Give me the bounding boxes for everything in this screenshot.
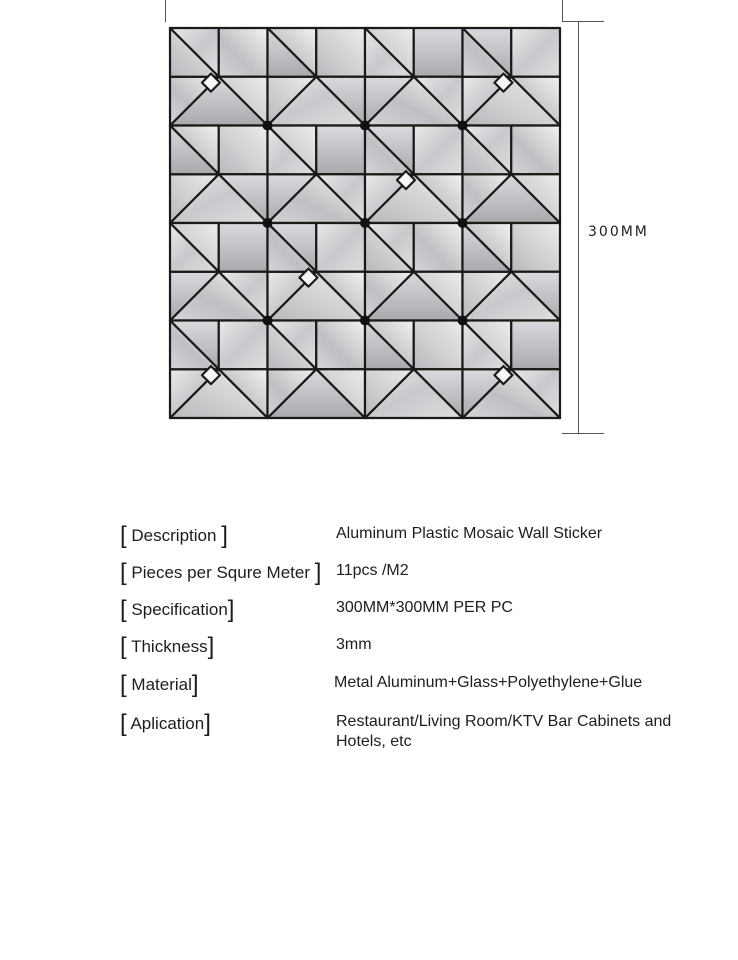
joint-dot <box>263 218 273 228</box>
mosaic-piece <box>414 28 463 77</box>
spec-value: Restaurant/Living Room/KTV Bar Cabinets and Hotels, etc <box>336 713 672 750</box>
joint-dot <box>458 218 468 228</box>
tile-grid <box>170 28 560 418</box>
mosaic-piece <box>511 126 560 175</box>
spec-label: [ Specification] <box>120 596 235 623</box>
spec-label: [ Pieces per Squre Meter ] <box>120 559 322 586</box>
spec-label: [ Material] <box>120 671 199 698</box>
mosaic-piece <box>511 321 560 370</box>
spec-row-thickness <box>120 633 700 663</box>
spec-row-pieces-per-meter <box>120 559 700 589</box>
spec-value: Metal Aluminum+Glass+Polyethylene+Glue <box>334 674 643 691</box>
mosaic-piece <box>219 321 268 370</box>
mosaic-piece <box>414 126 463 175</box>
product-image <box>0 0 738 450</box>
mosaic-piece <box>219 223 268 272</box>
mosaic-piece <box>414 223 463 272</box>
mosaic-piece <box>316 321 365 370</box>
mosaic-piece <box>511 223 560 272</box>
joint-dot <box>360 218 370 228</box>
spec-value: 300MM*300MM PER PC <box>336 599 513 616</box>
joint-dot <box>263 121 273 131</box>
mosaic-piece <box>316 28 365 77</box>
spec-value: 11pcs /M2 <box>336 562 409 579</box>
spec-row-material <box>120 671 700 701</box>
mosaic-piece <box>511 28 560 77</box>
mosaic-piece <box>219 28 268 77</box>
mosaic-piece <box>316 223 365 272</box>
joint-dot <box>360 316 370 326</box>
joint-dot <box>458 121 468 131</box>
joint-dot <box>458 316 468 326</box>
joint-dot <box>263 316 273 326</box>
spec-value: Aluminum Plastic Mosaic Wall Sticker <box>336 525 603 542</box>
dimension-label: 300MM <box>588 224 649 240</box>
spec-label: [ Thickness] <box>120 633 215 660</box>
mosaic-piece <box>316 126 365 175</box>
spec-row-specification <box>120 596 700 626</box>
spec-value: 3mm <box>336 636 372 653</box>
spec-label: [ Description ] <box>120 522 228 549</box>
mosaic-piece <box>219 126 268 175</box>
mosaic-piece <box>414 321 463 370</box>
spec-row-description <box>120 522 700 552</box>
spec-label: [ Aplication] <box>120 710 211 737</box>
spec-row-application <box>120 710 700 750</box>
joint-dot <box>360 121 370 131</box>
